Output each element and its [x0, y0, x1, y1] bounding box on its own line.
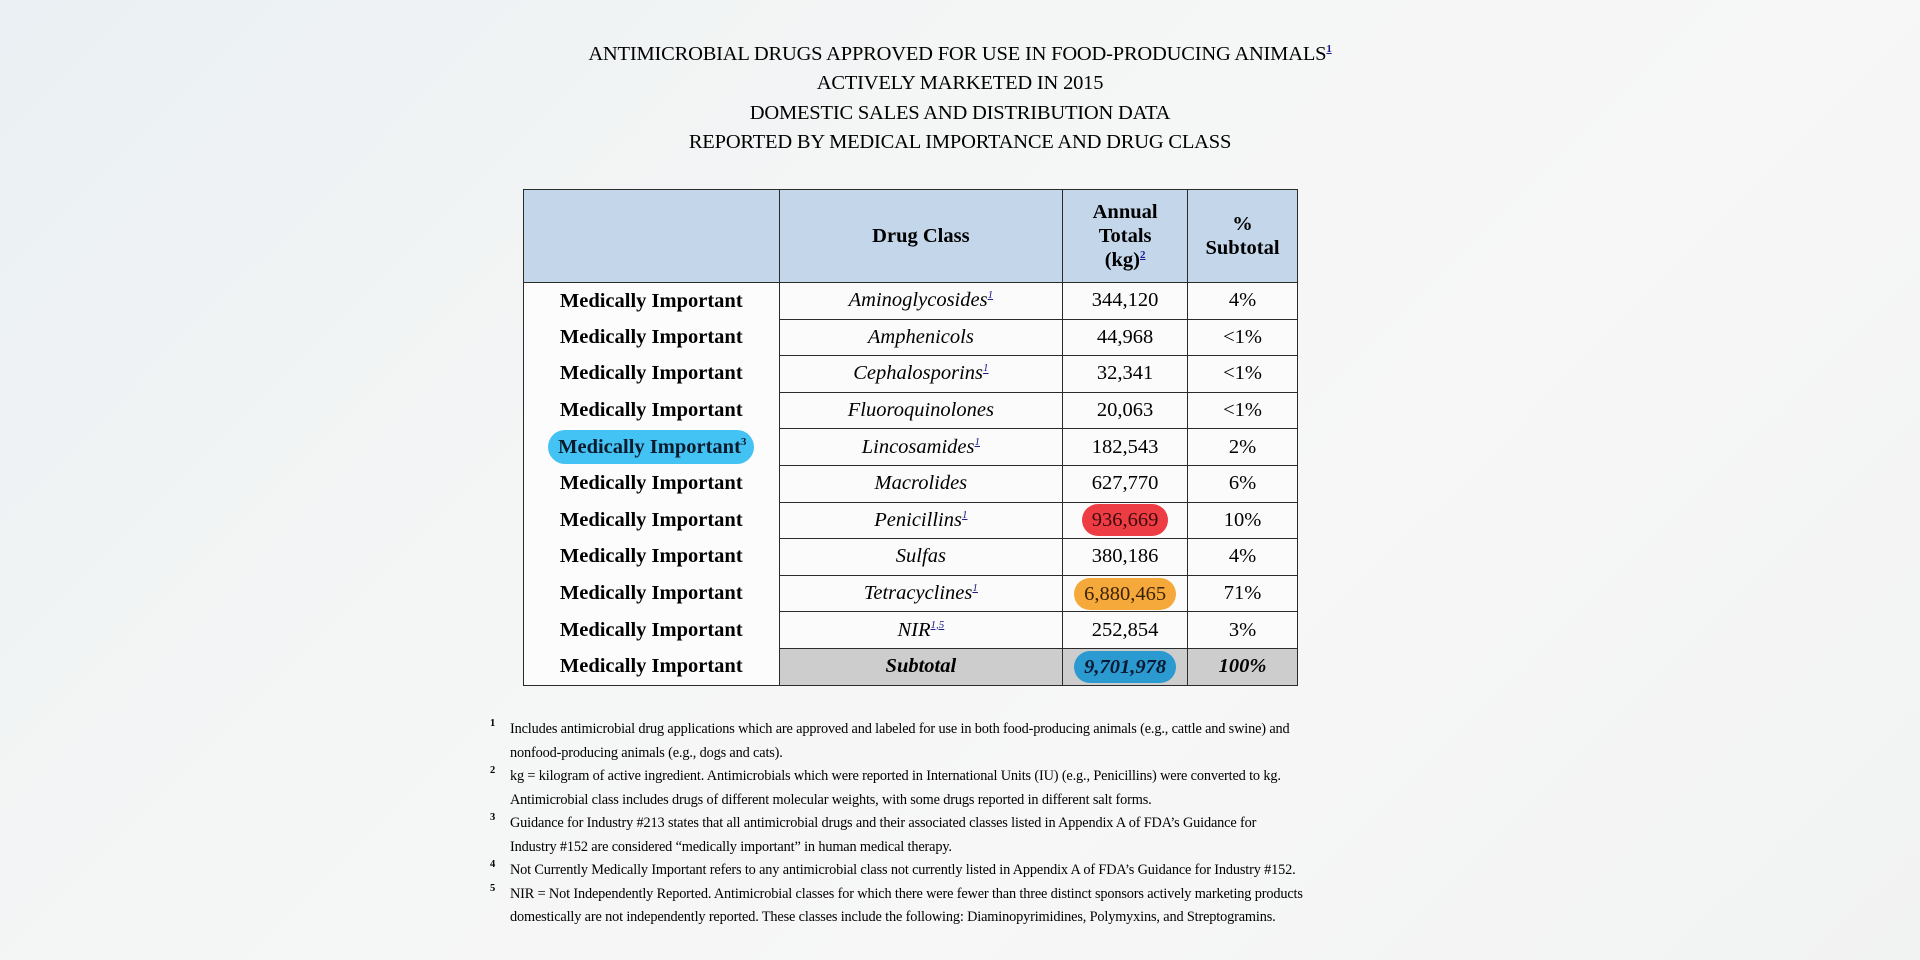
footnote-number: 4 [490, 859, 496, 870]
importance-label [560, 399, 743, 421]
drug-class-cell [779, 539, 1063, 576]
importance-label-highlighted [548, 430, 754, 464]
document-title [0, 40, 1920, 157]
table-row [524, 392, 1298, 429]
importance-text: Medically Important [559, 399, 743, 422]
pct-subtotal-cell: 2% [1188, 429, 1298, 466]
footnote-link-2[interactable]: 2 [1140, 249, 1146, 262]
annual-total-cell [1063, 465, 1188, 502]
footnote-1 [490, 718, 1430, 765]
drug-class-cell [779, 612, 1063, 649]
drug-class-cell [779, 465, 1063, 502]
drug-class-footnote-link[interactable]: 1 [972, 582, 978, 595]
importance-label [560, 472, 743, 494]
annual-total-cell [1063, 502, 1188, 539]
drug-class-text: Subtotal [885, 655, 957, 678]
importance-label [560, 326, 743, 348]
importance-label [560, 290, 743, 312]
annual-total-value-highlighted: 6,880,465 [1074, 578, 1176, 610]
annual-total-cell [1063, 283, 1188, 320]
footnote-number: 5 [490, 882, 496, 894]
drug-class-cell [779, 575, 1063, 612]
header-importance [524, 190, 780, 283]
footnote-line: nonfood-producing animals (e.g., dogs and cats). [510, 744, 783, 761]
footnote-number: 3 [490, 812, 496, 823]
drug-class-cell [779, 356, 1063, 393]
annual-total-cell [1063, 648, 1188, 685]
importance-text: Medically Important [559, 362, 743, 385]
importance-cell [524, 283, 780, 320]
footnote-4 [490, 859, 1430, 883]
importance-text: Medically Important [559, 325, 743, 348]
importance-cell [524, 539, 780, 576]
annual-total-value: 20,063 [1096, 399, 1154, 422]
drug-class-cell [779, 319, 1063, 356]
footnote-line: Includes antimicrobial drug applications which are approved and labeled for use in both food-producing animals (e.g., cattle and swine) and [510, 721, 1290, 737]
drug-class-text: NIR [897, 618, 931, 641]
header-pct-subtotal [1188, 190, 1298, 283]
footnote-line: Industry #152 are considered “medically important” in human medical therapy. [510, 838, 952, 855]
drug-class-cell [779, 283, 1063, 320]
drug-class-text: Cephalosporins [853, 362, 984, 385]
title-line-3: DOMESTIC SALES AND DISTRIBUTION DATA [749, 101, 1171, 124]
footnote-number: 1 [490, 718, 496, 729]
drug-class-text: Macrolides [874, 472, 968, 495]
importance-footnote-ref: 3 [740, 436, 747, 449]
footnote-2 [490, 765, 1430, 812]
drug-class-cell [779, 429, 1063, 466]
annual-total-value: 380,186 [1091, 545, 1159, 568]
title-line-4: REPORTED BY MEDICAL IMPORTANCE AND DRUG CLASS [688, 130, 1232, 153]
table-row [524, 539, 1298, 576]
header-annual-totals-line2: Totals [1098, 225, 1152, 247]
footnote-number: 2 [490, 765, 496, 776]
pct-subtotal-cell: 6% [1188, 465, 1298, 502]
importance-text: Medically Important [559, 508, 743, 531]
drug-class-text: Amphenicols [867, 325, 974, 348]
footnote-line: domestically are not independently reported. These classes include the following: Diaminopyrimidines, Polymyxins, and Streptogramins. [510, 909, 1276, 925]
drug-class-text: Penicillins [874, 508, 962, 531]
importance-cell [524, 465, 780, 502]
pct-subtotal-cell: <1% [1188, 356, 1298, 393]
header-annual-totals-line1: Annual [1092, 201, 1158, 223]
footnote-line: kg = kilogram of active ingredient. Antimicrobials which were reported in International Units (IU) (e.g., Penicillins) were converted to kg. [510, 768, 1281, 784]
pct-subtotal-cell: 4% [1188, 539, 1298, 576]
importance-text: Medically Important [558, 436, 741, 459]
drug-class-text: Sulfas [895, 545, 946, 568]
footnote-3 [490, 812, 1430, 859]
annual-total-cell [1063, 319, 1188, 356]
annual-total-value: 182,543 [1091, 435, 1159, 458]
drug-class-cell [779, 648, 1063, 685]
footnote-line: Not Currently Medically Important refers to any antimicrobial class not currently listed in Appendix A of FDA’s Guidance for Industry #152. [510, 862, 1296, 878]
importance-cell [524, 648, 780, 685]
annual-total-value: 252,854 [1091, 618, 1159, 641]
importance-label [560, 545, 743, 567]
drug-class-text: Tetracyclines [863, 582, 973, 605]
importance-text: Medically Important [559, 582, 743, 605]
importance-cell [524, 356, 780, 393]
importance-text: Medically Important [559, 545, 743, 568]
annual-total-cell [1063, 392, 1188, 429]
drug-class-text: Fluoroquinolones [847, 399, 994, 422]
footnote-line: NIR = Not Independently Reported. Antimicrobial classes for which there were fewer than three distinct sponsors actively marketing products [510, 885, 1303, 902]
pct-subtotal-cell: 4% [1188, 283, 1298, 320]
footnote-line: Guidance for Industry #213 states that all antimicrobial drugs and their associated classes listed in Appendix A of FDA’s Guidance for [510, 815, 1257, 831]
footnote-5 [490, 883, 1430, 930]
importance-text: Medically Important [559, 654, 743, 677]
drug-class-footnote-link[interactable]: 1,5 [930, 618, 945, 631]
pct-subtotal-cell: 10% [1188, 502, 1298, 539]
importance-cell [524, 319, 780, 356]
table-row [524, 283, 1298, 320]
pct-subtotal-cell: <1% [1188, 319, 1298, 356]
importance-label [560, 509, 743, 531]
table-header-row [524, 190, 1298, 283]
annual-total-cell [1063, 612, 1188, 649]
importance-label [560, 655, 743, 677]
table-row [524, 575, 1298, 612]
importance-text: Medically Important [559, 618, 743, 641]
header-pct-line2: Subtotal [1205, 237, 1280, 259]
drug-class-footnote-link[interactable]: 1 [987, 289, 994, 302]
importance-label [560, 619, 743, 641]
importance-text: Medically Important [559, 289, 743, 312]
drug-class-footnote-link[interactable]: 1 [974, 435, 980, 448]
table-row [524, 502, 1298, 539]
pct-subtotal-cell: 100% [1188, 648, 1298, 685]
footnote-link-1[interactable]: 1 [1326, 43, 1332, 56]
title-line-2: ACTIVELY MARKETED IN 2015 [816, 72, 1104, 95]
importance-label [560, 582, 743, 604]
annual-total-cell [1063, 539, 1188, 576]
drug-class-text: Lincosamides [861, 435, 975, 458]
annual-total-value: 627,770 [1091, 472, 1159, 495]
drug-class-cell [779, 392, 1063, 429]
importance-cell [524, 429, 780, 466]
footnote-line: Antimicrobial class includes drugs of different molecular weights, with some drugs reported in different salt forms. [510, 791, 1152, 808]
importance-cell [524, 392, 780, 429]
header-drug-class: Drug Class [779, 190, 1063, 283]
header-annual-totals [1063, 190, 1188, 283]
importance-cell [524, 575, 780, 612]
importance-cell [524, 502, 780, 539]
importance-text: Medically Important [559, 472, 743, 495]
drug-class-cell [779, 502, 1063, 539]
footnotes [490, 718, 1430, 930]
table-row [524, 319, 1298, 356]
importance-label [560, 362, 743, 384]
drug-sales-table [523, 189, 1298, 686]
pct-subtotal-cell: 71% [1188, 575, 1298, 612]
annual-total-cell [1063, 356, 1188, 393]
annual-total-value-highlighted: 9,701,978 [1074, 651, 1176, 683]
annual-total-cell [1063, 429, 1188, 466]
pct-subtotal-cell: 3% [1188, 612, 1298, 649]
table-row [524, 429, 1298, 466]
annual-total-value: 44,968 [1096, 325, 1154, 348]
header-annual-totals-line3: (kg) [1104, 249, 1141, 271]
table-row [524, 356, 1298, 393]
annual-total-cell [1063, 575, 1188, 612]
importance-cell [524, 612, 780, 649]
header-pct-line1: % [1232, 213, 1253, 235]
title-line-1 [0, 40, 1920, 69]
table-row [524, 465, 1298, 502]
annual-total-value: 32,341 [1096, 362, 1154, 385]
table-row [524, 612, 1298, 649]
annual-total-value: 344,120 [1091, 289, 1159, 312]
drug-class-footnote-link[interactable]: 1 [961, 509, 968, 522]
annual-total-value-highlighted: 936,669 [1082, 504, 1169, 536]
drug-class-text: Aminoglycosides [848, 289, 988, 312]
subtotal-row [524, 648, 1298, 685]
drug-class-footnote-link[interactable]: 1 [983, 362, 989, 375]
title-line-1-text: ANTIMICROBIAL DRUGS APPROVED FOR USE IN FOOD-PRODUCING ANIMALS [588, 43, 1327, 65]
pct-subtotal-cell: <1% [1188, 392, 1298, 429]
